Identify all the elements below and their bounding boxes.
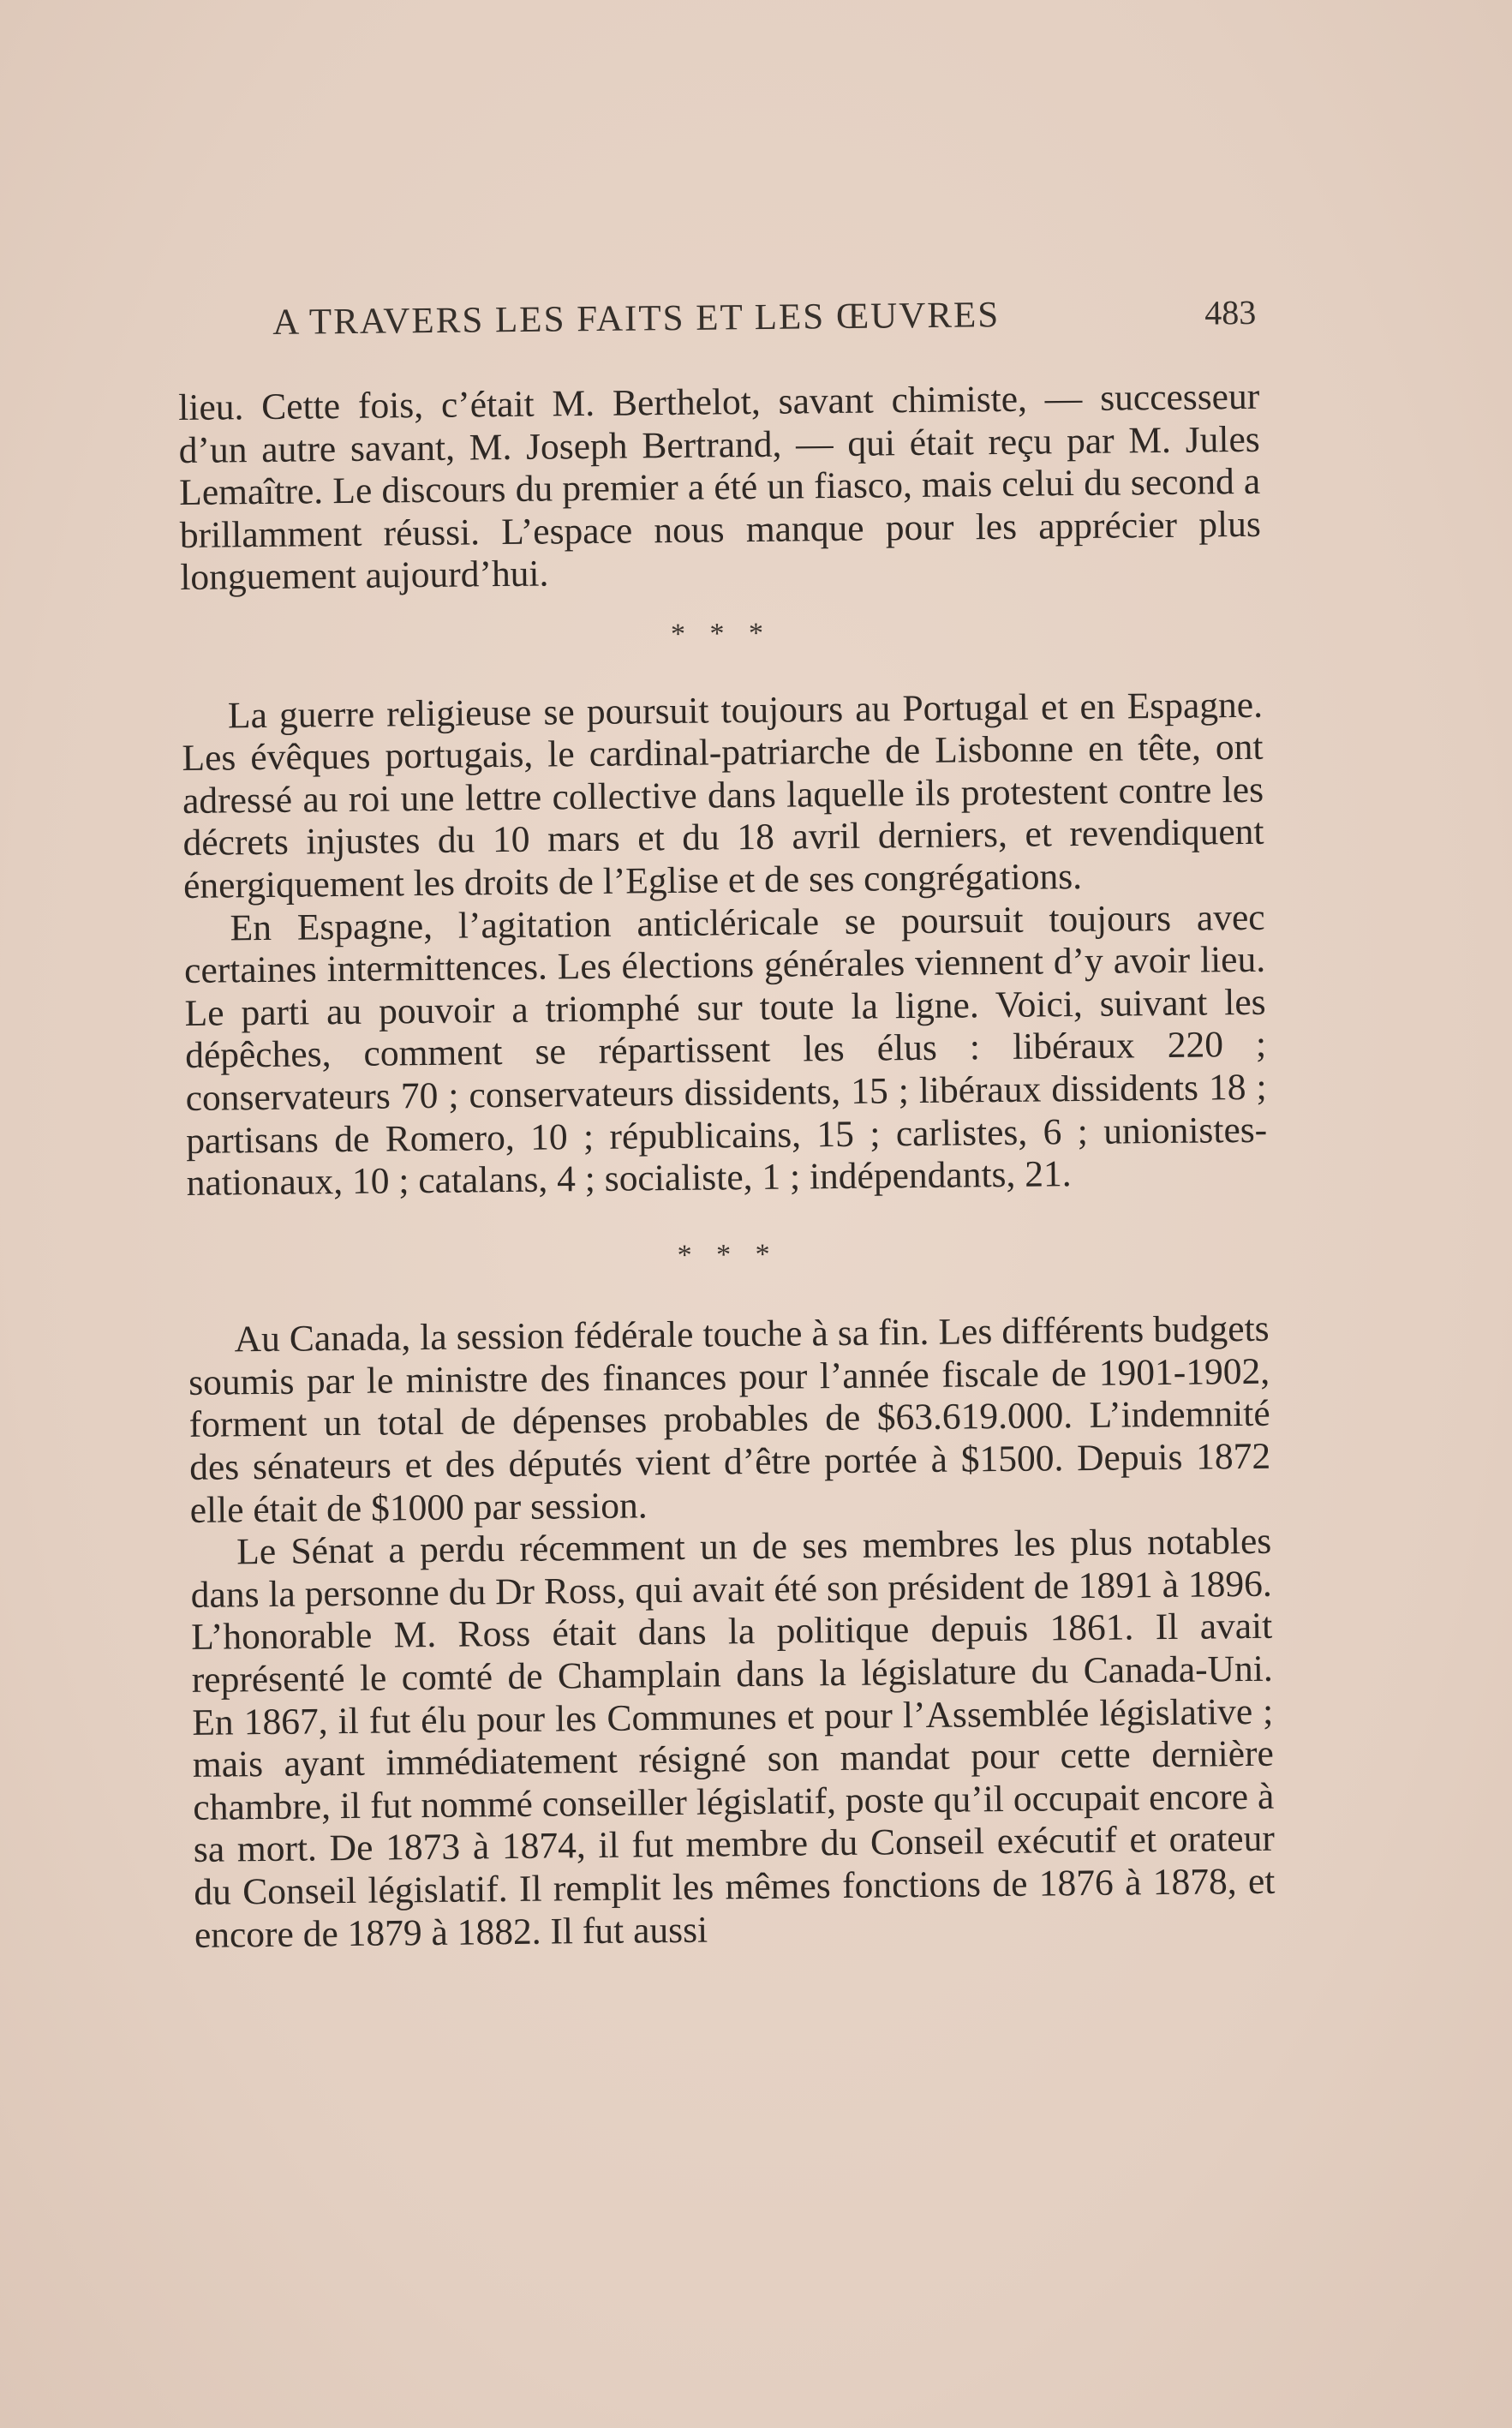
page-body <box>178 376 1276 1957</box>
section-separator: * * * <box>670 617 773 650</box>
paragraph: En Espagne, l’agitation anticléricale se poursuit toujours avec certaines intermittences. Les élections générales viennent d’y avoir lieu. Le parti au pouvoir a triomphé sur toute la ligne. Voici, suivant les dépêches, comment se répartissent les élus : libéraux 220 ; conservateurs 70 ; conservateurs dissidents, 15 ; libéraux dissidents 18 ; partisans de Romero, 10 ; républicains, 15 ; carlistes, 6 ; unionistes-nationaux, 10 ; catalans, 4 ; socialiste, 1 ; indépendants, 21. <box>183 896 1268 1205</box>
paragraph: Au Canada, la session fédérale touche à sa fin. Les différents budgets soumis par le ministre des finances pour l’année fiscale de 1901-1902, forment un total de dépenses probables de $63.619.000. L’indemnité des sénateurs et des députés vient d’être portée à $1500. Depuis 1872 elle était de $1000 par session. <box>188 1308 1271 1531</box>
section-separator: * * * <box>677 1238 779 1271</box>
running-title: A TRAVERS LES FAITS ET LES ŒUVRES <box>272 295 1001 343</box>
page-number: 483 <box>1204 292 1257 332</box>
running-header <box>272 291 1257 353</box>
paragraph: Le Sénat a perdu récemment un de ses membres les plus notables dans la personne du Dr Ross, qui avait été son président de 1891 à 1896. L’honorable M. Ross était dans la politique depuis 1861. Il avait représenté le comté de Champlain dans la législature du Canada-Uni. En 1867, il fut élu pour les Communes et pour l’Assemblée législative ; mais ayant immédiatement résigné son mandat pour cette dernière chambre, il fut nommé conseiller législatif, poste qu’il occupait encore à sa mort. De 1873 à 1874, il fut membre du Conseil exécutif et orateur du Conseil législatif. Il remplit les mêmes fonctions de 1876 à 1878, et encore de 1879 à 1882. Il fut aussi <box>190 1520 1276 1956</box>
paragraph: lieu. Cette fois, c’était M. Berthelot, savant chimiste, — successeur d’un autre savant, M. Joseph Bertrand, — qui était reçu par M. Jules Lemaître. Le discours du premier a été un fiasco, mais celui du second a brillamment réussi. L’espace nous manque pour les apprécier plus longuement aujourd’hui. <box>178 375 1261 599</box>
paragraph: La guerre religieuse se poursuit toujours au Portugal et en Espagne. Les évêques portugais, le cardinal-patriarche de Lisbonne en tête, ont adressé au roi une lettre collective dans laquelle ils protestent contre les décrets injustes du 10 mars et du 18 avril derniers, et revendiquent énergiquement les droits de l’Eglise et de ses congrégations. <box>182 684 1264 906</box>
